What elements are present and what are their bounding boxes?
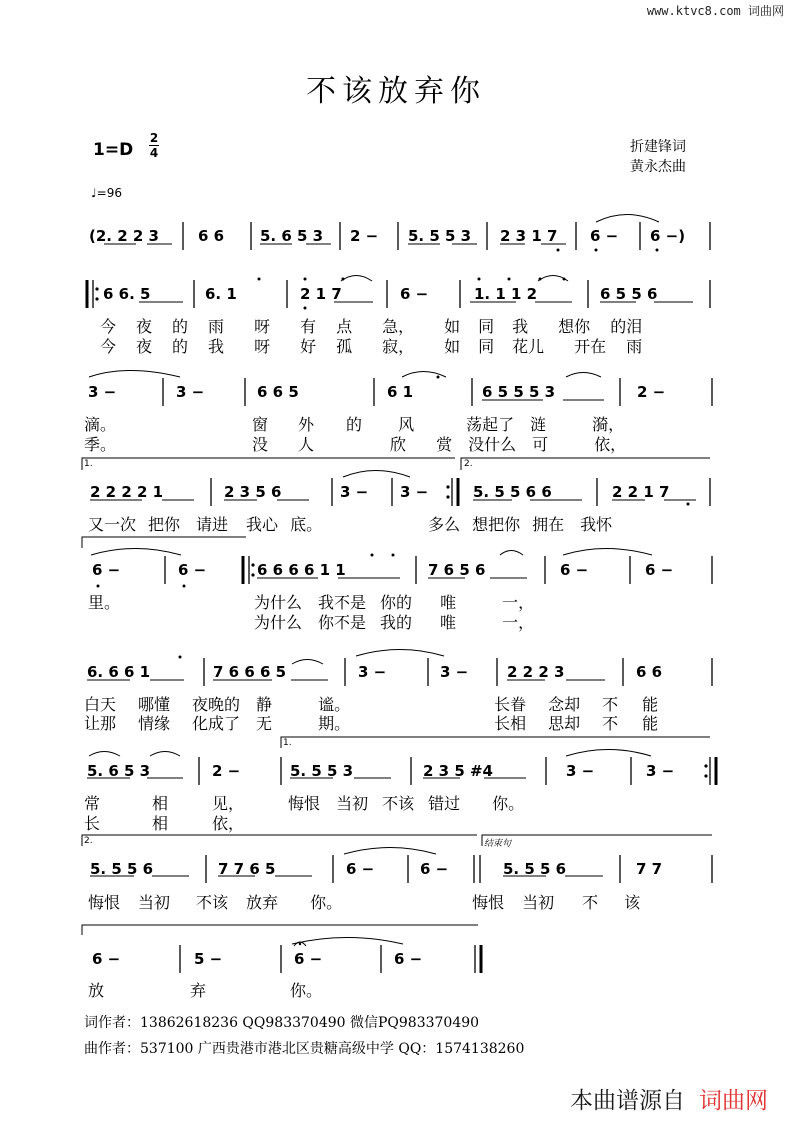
lyric: 寂， <box>382 337 415 356</box>
lyric: 你。 <box>310 893 343 912</box>
lyric: 季。 <box>84 435 117 454</box>
lyric: 静 <box>256 695 273 714</box>
measure: 6 5 5 5 3 <box>482 383 556 401</box>
measure: 6. 1 <box>205 285 237 303</box>
lyric: 点 <box>336 317 353 336</box>
lyric-row-2 <box>84 711 658 734</box>
measure: 3 − <box>358 663 387 681</box>
lyric: 长眷 <box>494 695 527 714</box>
key-signature: 1=D <box>93 140 134 160</box>
lyric: 我 <box>512 317 529 336</box>
lyric-row-2 <box>84 432 626 455</box>
lyric: 急， <box>382 317 415 336</box>
lyric: 开在 <box>574 337 607 356</box>
lyric: 放弃 <box>246 893 279 912</box>
lyric: 错过 <box>428 794 461 813</box>
lyric: 我心 <box>246 515 279 534</box>
lyric: 为什么 <box>254 593 303 612</box>
lyric: 相 <box>152 814 169 833</box>
lyric: 化成了 <box>192 714 241 733</box>
measure: 2 3 1 7 <box>500 227 558 245</box>
lyric: 当初 <box>522 893 555 912</box>
measure: 5 − <box>194 950 223 968</box>
lyric: 能 <box>642 714 659 733</box>
lyric: 期。 <box>318 714 351 733</box>
lyric-row-1 <box>88 890 640 913</box>
measure: 7 6 5 6 <box>428 561 486 579</box>
measure: 5. 5 5 6 <box>503 860 567 878</box>
measure: 3 − <box>88 383 117 401</box>
lyric: 今 <box>100 317 117 336</box>
measure: 2 2 2 3 <box>507 663 565 681</box>
measure: 6 − <box>590 227 619 245</box>
lyric-row-2 <box>84 811 244 834</box>
lyric: 把你 <box>148 515 181 534</box>
volta-1-label: 1. <box>283 738 292 748</box>
lyric: 不 <box>602 695 619 714</box>
lyric: 的 <box>172 337 189 356</box>
lyric: 放 <box>88 981 105 1000</box>
measure: 6 6 5 <box>257 383 299 401</box>
measure: 5. 5 5 3 <box>290 762 354 780</box>
lyric: 请进 <box>196 515 229 534</box>
measure: 6 − <box>400 285 429 303</box>
lyric: 夜 <box>136 337 153 356</box>
measure: 6 6 <box>636 663 663 681</box>
lyric: 悔恨 <box>472 893 505 912</box>
lyric: 想你 <box>558 317 591 336</box>
measure: 6 6 <box>198 227 225 245</box>
lyric: 雨 <box>626 337 643 356</box>
volta-1-label: 1. <box>84 459 93 469</box>
measure: 5. 6 5 3 <box>260 227 324 245</box>
lyric: 相 <box>152 794 169 813</box>
lyric: 情缘 <box>138 714 171 733</box>
measure: 7 6 6 6 5 <box>213 663 287 681</box>
lyric: 同 <box>478 337 495 356</box>
measure: 3 − <box>646 762 675 780</box>
measure: 6 − <box>178 561 207 579</box>
measure: 6 1 <box>387 383 414 401</box>
lyric: 我不是 <box>318 593 367 612</box>
lyric: 风 <box>398 415 415 434</box>
lyric-row-2 <box>100 334 642 357</box>
measure: 3 − <box>400 483 429 501</box>
lyric: 赏 <box>436 435 453 454</box>
measure: 7 7 <box>636 860 663 878</box>
lyric: 不该 <box>196 893 229 912</box>
source-label: 本曲谱源自 <box>570 1088 685 1114</box>
measure: 3 − <box>176 383 205 401</box>
measure: 3 − <box>440 663 469 681</box>
lyric: 当初 <box>336 794 369 813</box>
lyric: 的 <box>172 317 189 336</box>
lyric: 人 <box>298 435 315 454</box>
lyric: 外 <box>298 415 315 434</box>
lyric: 我 <box>208 337 225 356</box>
measure: 6 − <box>92 561 121 579</box>
lyric: 雨 <box>208 317 225 336</box>
measure: 2 2 1 7 <box>612 483 670 501</box>
lyric: 的 <box>346 415 363 434</box>
lyric: 不 <box>602 714 619 733</box>
lyric: 一， <box>502 613 535 632</box>
measure: 6 6. 5 <box>103 285 151 303</box>
lyric: 见， <box>212 794 245 813</box>
lyric: 你。 <box>290 981 323 1000</box>
lyric: 你的 <box>380 593 413 612</box>
lyric: 漪， <box>592 415 625 434</box>
lyric: 底。 <box>290 515 323 534</box>
measure: 6 5 5 6 <box>600 285 658 303</box>
lyric: 不该 <box>382 794 415 813</box>
lyric: 思却 <box>548 714 581 733</box>
lyric: 如 <box>444 337 461 356</box>
measure: 6 − <box>420 860 449 878</box>
volta-2-label: 2. <box>84 836 93 846</box>
lyric: 谧。 <box>318 695 351 714</box>
lyric: 你不是 <box>318 613 367 632</box>
lyric: 念却 <box>548 695 581 714</box>
measure: 6 − <box>394 950 423 968</box>
volta-2-label: 2. <box>464 459 473 469</box>
lyric: 弃 <box>190 981 207 1000</box>
lyric: 可 <box>532 435 549 454</box>
lyric: 唯 <box>440 613 457 632</box>
measure: 2 − <box>637 383 666 401</box>
lyric-row-1 <box>88 978 322 1001</box>
tempo-mark: ♩=96 <box>91 186 122 200</box>
measure: (2. 2 2 3 <box>89 227 159 245</box>
lyric: 有 <box>300 317 317 336</box>
time-denominator: 4 <box>149 146 159 160</box>
time-numerator: 2 <box>149 131 159 145</box>
lyric: 涟 <box>530 415 547 434</box>
lyric: 呀 <box>254 317 271 336</box>
song-title: 不该放弃你 <box>306 74 486 109</box>
lyric: 为什么 <box>254 613 303 632</box>
measure: 2 3 5 #4 <box>423 762 493 780</box>
lyric: 好 <box>300 337 317 356</box>
lyric: 花儿 <box>512 337 545 356</box>
measure: 6 − <box>92 950 121 968</box>
measure: 3 − <box>340 483 369 501</box>
lyric: 让那 <box>84 714 117 733</box>
lyricist: 折建锋词 <box>630 139 686 155</box>
measure: 6 − <box>560 561 589 579</box>
lyric: 该 <box>624 893 641 912</box>
lyric: 悔恨 <box>88 893 121 912</box>
measure: 5. 5 5 6 <box>90 860 154 878</box>
lyric: 拥在 <box>532 515 565 534</box>
footer-lyricist: 词作者：13862618236 QQ983370490 微信PQ983370490 <box>84 1015 480 1031</box>
ending-label: 结束句 <box>484 839 512 849</box>
lyric: 一， <box>502 593 535 612</box>
lyric: 欣 <box>390 435 407 454</box>
lyric: 如 <box>444 317 461 336</box>
source-line <box>570 1082 768 1115</box>
measure: 7 7 6 5 <box>218 860 276 878</box>
measure: 5. 5 5 6 6 <box>473 483 552 501</box>
lyric: 依， <box>212 814 245 833</box>
lyric: 长相 <box>494 714 527 733</box>
lyric: 想把你 <box>472 515 521 534</box>
measure: 1. 1 1 2 <box>474 285 538 303</box>
lyric: 白天 <box>84 695 117 714</box>
lyric: 没什么 <box>468 435 517 454</box>
measure: 3 − <box>566 762 595 780</box>
lyric: 夜晚的 <box>192 695 241 714</box>
measure: 2 − <box>212 762 241 780</box>
lyric: 能 <box>642 695 659 714</box>
measure: 6 − <box>346 860 375 878</box>
lyric: 今 <box>100 337 117 356</box>
lyric: 多么 <box>428 515 461 534</box>
measure: 6. 6 6 1 <box>87 663 151 681</box>
lyric: 孤 <box>336 337 353 356</box>
lyric: 依， <box>594 435 627 454</box>
lyric: 滴。 <box>84 415 117 434</box>
lyric-row-1 <box>88 512 612 535</box>
lyric: 没 <box>252 435 269 454</box>
measure: 6 − <box>645 561 674 579</box>
measure: 6 − <box>294 950 323 968</box>
lyric: 夜 <box>136 317 153 336</box>
composer: 黄永杰曲 <box>630 159 686 175</box>
lyric: 的泪 <box>610 317 643 336</box>
lyric: 唯 <box>440 593 457 612</box>
measure: 2 − <box>350 227 379 245</box>
measure: 5. 5 5 3 <box>408 227 472 245</box>
lyric: 你。 <box>492 794 525 813</box>
lyric: 我怀 <box>580 515 613 534</box>
lyric: 里。 <box>88 593 121 612</box>
lyric: 无 <box>256 714 273 733</box>
lyric: 我的 <box>380 613 413 632</box>
lyric: 同 <box>478 317 495 336</box>
measure: 2 3 5 6 <box>224 483 282 501</box>
measure: 2 2 2 2 1 <box>90 483 164 501</box>
measure: 5. 6 5 3 <box>87 762 151 780</box>
lyric: 长 <box>84 814 101 833</box>
lyric: 哪懂 <box>138 695 171 714</box>
lyric: 不 <box>582 893 599 912</box>
lyric: 悔恨 <box>288 794 321 813</box>
site-url[interactable]: www.ktvc8.com 词曲网 <box>646 4 784 18</box>
measure: 6 −) <box>650 227 686 245</box>
footer-composer: 曲作者：537100 广西贵港市港北区贵糖高级中学 QQ：1574138260 <box>84 1041 525 1057</box>
lyric: 当初 <box>138 893 171 912</box>
source-brand[interactable]: 词曲网 <box>699 1088 768 1114</box>
lyric: 又一次 <box>88 515 137 534</box>
lyric: 呀 <box>254 337 271 356</box>
measure: 2 1 7 <box>300 285 342 303</box>
measure: 6 6 6 6 1 1 <box>257 561 346 579</box>
lyric: 荡起了 <box>466 415 515 434</box>
lyric: 窗 <box>252 415 269 434</box>
lyric: 常 <box>84 794 101 813</box>
lyric-row-2 <box>254 610 534 633</box>
